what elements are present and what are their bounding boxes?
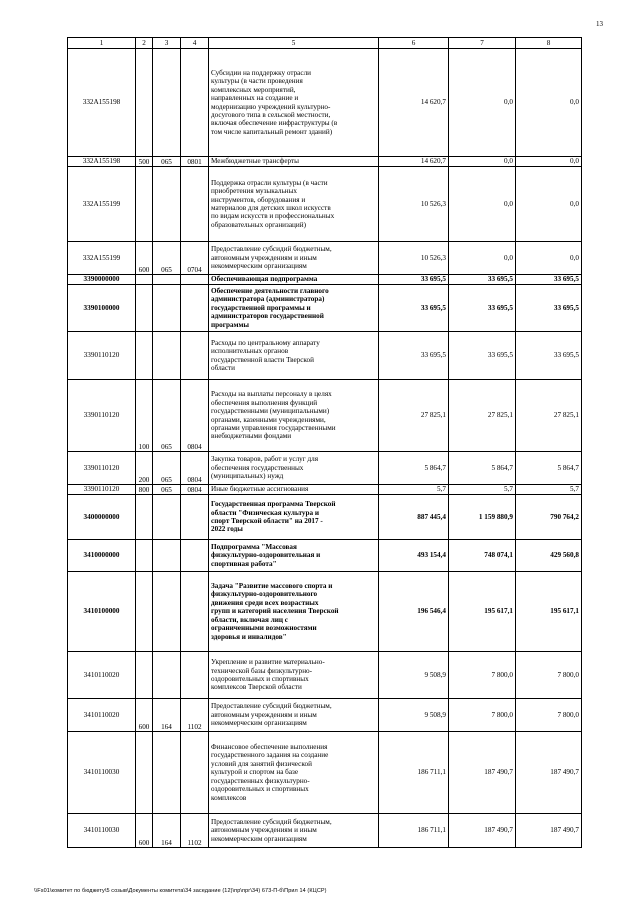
row-col4 (181, 495, 209, 540)
row-value-8: 790 764,2 (516, 495, 582, 540)
row-value-6: 5 864,7 (379, 452, 449, 485)
row-col3: 164 (153, 814, 181, 848)
header-cell: 6 (379, 38, 449, 49)
row-value-8: 27 825,1 (516, 380, 582, 452)
table-row (68, 332, 582, 380)
row-col3: 065 (153, 485, 181, 495)
row-name: Финансовое обеспечение выполнения государственного задания на создание условий для занятий физической культурой и спортом на базе государственных физкультурно- оздоровительных и спортивных комплексов (209, 732, 379, 814)
header-cell: 7 (449, 38, 516, 49)
row-value-7: 5,7 (449, 485, 516, 495)
row-code: 3390110120 (68, 452, 136, 485)
table-row (68, 275, 582, 285)
header-cell: 5 (209, 38, 379, 49)
row-value-7: 1 159 880,9 (449, 495, 516, 540)
row-value-7: 0,0 (449, 49, 516, 157)
row-value-7: 7 800,0 (449, 652, 516, 699)
table-row (68, 495, 582, 540)
header-row (68, 38, 582, 49)
row-col3 (153, 332, 181, 380)
row-col3 (153, 285, 181, 332)
row-value-6: 493 154,4 (379, 540, 449, 572)
row-value-8: 5 864,7 (516, 452, 582, 485)
header-cell: 1 (68, 38, 136, 49)
row-value-7: 33 695,5 (449, 285, 516, 332)
row-name: Задача "Развитие массового спорта и физкультурно-оздоровительного движения среди всех возрастных групп и категорий населения Тверской области, включая лиц с ограниченными возможностями здоровья и инвалидов" (209, 572, 379, 652)
row-value-7: 187 490,7 (449, 732, 516, 814)
row-code: 3390100000 (68, 285, 136, 332)
row-col3: 065 (153, 452, 181, 485)
row-col4 (181, 275, 209, 285)
row-name: Закупка товаров, работ и услуг для обеспечения государственных (муниципальных) нужд (209, 452, 379, 485)
row-col3: 065 (153, 380, 181, 452)
footer-file-path: \\Fs01\комитет по бюджету\5 созыв\Документы комитета\34 заседание (12)\пр\прг\34) 673-П-б\Прил 14 (КЦСР) (34, 888, 327, 894)
row-col4 (181, 652, 209, 699)
row-col2 (136, 49, 153, 157)
row-value-8: 33 695,5 (516, 332, 582, 380)
row-code: 3390110120 (68, 332, 136, 380)
row-col4 (181, 540, 209, 572)
row-value-6: 186 711,1 (379, 814, 449, 848)
table-row (68, 540, 582, 572)
row-name: Предоставление субсидий бюджетным, автономным учреждениям и иным некоммерческим организациям (209, 814, 379, 848)
row-code: 3410110030 (68, 732, 136, 814)
row-value-6: 10 526,3 (379, 167, 449, 242)
row-name: Иные бюджетные ассигнования (209, 485, 379, 495)
row-value-7: 33 695,5 (449, 275, 516, 285)
row-value-7: 195 617,1 (449, 572, 516, 652)
row-value-6: 27 825,1 (379, 380, 449, 452)
row-value-6: 14 620,7 (379, 157, 449, 167)
row-col4: 0801 (181, 157, 209, 167)
row-name: Предоставление субсидий бюджетным, автономным учреждениям и иным некоммерческим организациям (209, 699, 379, 732)
row-code: 3390000000 (68, 275, 136, 285)
row-value-8: 187 490,7 (516, 732, 582, 814)
row-col4: 0804 (181, 485, 209, 495)
row-col2: 100 (136, 380, 153, 452)
table-row (68, 652, 582, 699)
row-name: Обеспечивающая подпрограмма (209, 275, 379, 285)
row-col2: 200 (136, 452, 153, 485)
header-cell: 3 (153, 38, 181, 49)
row-col3 (153, 540, 181, 572)
row-value-6: 887 445,4 (379, 495, 449, 540)
table-row (68, 242, 582, 275)
row-name: Государственная программа Тверской области "Физическая культура и спорт Тверской области" на 2017 - 2022 годы (209, 495, 379, 540)
row-col3: 164 (153, 699, 181, 732)
row-col3 (153, 275, 181, 285)
row-value-6: 9 508,9 (379, 652, 449, 699)
row-value-7: 0,0 (449, 167, 516, 242)
row-col2: 600 (136, 242, 153, 275)
row-code: 3390110120 (68, 485, 136, 495)
row-col4 (181, 332, 209, 380)
row-name: Поддержка отрасли культуры (в части приобретения музыкальных инструментов, оборудования и материалов для детских школ искусств по видам искусств и профессиональных образовательных организаций) (209, 167, 379, 242)
row-value-6: 33 695,5 (379, 332, 449, 380)
row-value-8: 0,0 (516, 167, 582, 242)
row-value-7: 27 825,1 (449, 380, 516, 452)
row-code: 332A155199 (68, 167, 136, 242)
row-col2: 600 (136, 814, 153, 848)
row-value-8: 0,0 (516, 157, 582, 167)
row-col2 (136, 275, 153, 285)
row-code: 332A155198 (68, 49, 136, 157)
row-code: 332A155199 (68, 242, 136, 275)
table-row (68, 814, 582, 848)
row-name: Предоставление субсидий бюджетным, автономным учреждениям и иным некоммерческим организациям (209, 242, 379, 275)
row-col3 (153, 167, 181, 242)
row-col4: 0804 (181, 452, 209, 485)
row-name: Укрепление и развитие материально- технической базы физкультурно- оздоровительных и спортивных комплексов Тверской области (209, 652, 379, 699)
row-code: 3410110020 (68, 699, 136, 732)
row-col4: 0704 (181, 242, 209, 275)
row-code: 3400000000 (68, 495, 136, 540)
header-cell: 8 (516, 38, 582, 49)
row-value-8: 7 800,0 (516, 652, 582, 699)
row-value-6: 196 546,4 (379, 572, 449, 652)
header-cell: 4 (181, 38, 209, 49)
row-name: Расходы по центральному аппарату исполнительных органов государственной власти Тверской области (209, 332, 379, 380)
row-col4 (181, 49, 209, 157)
row-col2: 800 (136, 485, 153, 495)
row-col2 (136, 167, 153, 242)
row-value-6: 33 695,5 (379, 275, 449, 285)
table-row (68, 49, 582, 157)
table-row (68, 285, 582, 332)
row-value-7: 0,0 (449, 157, 516, 167)
header-cell: 2 (136, 38, 153, 49)
row-code: 3390110120 (68, 380, 136, 452)
table-row (68, 380, 582, 452)
row-col3 (153, 652, 181, 699)
row-col4: 1102 (181, 814, 209, 848)
row-value-6: 5,7 (379, 485, 449, 495)
row-col3 (153, 49, 181, 157)
row-col2 (136, 332, 153, 380)
row-value-8: 5,7 (516, 485, 582, 495)
row-value-8: 0,0 (516, 49, 582, 157)
table-row (68, 452, 582, 485)
row-value-8: 33 695,5 (516, 285, 582, 332)
row-code: 3410110020 (68, 652, 136, 699)
row-value-8: 187 490,7 (516, 814, 582, 848)
row-name: Обеспечение деятельности главного администратора (администратора) государственной программы и администраторов государственной программы (209, 285, 379, 332)
row-value-8: 33 695,5 (516, 275, 582, 285)
table-row (68, 732, 582, 814)
row-name: Субсидии на поддержку отрасли культуры (в части проведения комплексных мероприятий, направленных на создание и модернизацию учреждений культурно- досугового типа в сельской местности, включая обеспечение инфраструктуры (в том числе капитальный ремонт зданий) (209, 49, 379, 157)
row-col4: 0804 (181, 380, 209, 452)
row-value-7: 33 695,5 (449, 332, 516, 380)
row-col2: 600 (136, 699, 153, 732)
row-col2 (136, 495, 153, 540)
row-code: 332A155198 (68, 157, 136, 167)
table-row (68, 157, 582, 167)
row-col4 (181, 572, 209, 652)
row-value-6: 186 711,1 (379, 732, 449, 814)
row-code: 3410100000 (68, 572, 136, 652)
row-value-8: 195 617,1 (516, 572, 582, 652)
row-col2 (136, 652, 153, 699)
table-row (68, 485, 582, 495)
page-number: 13 (596, 20, 603, 28)
row-value-6: 10 526,3 (379, 242, 449, 275)
row-value-7: 0,0 (449, 242, 516, 275)
row-code: 3410000000 (68, 540, 136, 572)
row-code: 3410110030 (68, 814, 136, 848)
row-value-8: 7 800,0 (516, 699, 582, 732)
budget-table (67, 37, 582, 848)
row-col2 (136, 540, 153, 572)
row-col4 (181, 167, 209, 242)
row-col3: 065 (153, 157, 181, 167)
row-col3: 065 (153, 242, 181, 275)
row-col3 (153, 495, 181, 540)
row-col2 (136, 732, 153, 814)
row-col3 (153, 732, 181, 814)
row-value-8: 429 560,8 (516, 540, 582, 572)
row-name: Расходы на выплаты персоналу в целях обеспечения выполнения функций государственными (муниципальными) органами, казенными учреждениями, органами управления государственными внебюджетными фондами (209, 380, 379, 452)
table-row (68, 572, 582, 652)
row-name: Подпрограмма "Массовая физкультурно-оздоровительная и спортивная работа" (209, 540, 379, 572)
table-row (68, 699, 582, 732)
table-row (68, 167, 582, 242)
row-col2 (136, 572, 153, 652)
row-col3 (153, 572, 181, 652)
row-value-8: 0,0 (516, 242, 582, 275)
row-value-6: 9 508,9 (379, 699, 449, 732)
row-value-6: 14 620,7 (379, 49, 449, 157)
row-col4 (181, 732, 209, 814)
row-col4: 1102 (181, 699, 209, 732)
row-name: Межбюджетные трансферты (209, 157, 379, 167)
row-value-7: 748 074,1 (449, 540, 516, 572)
row-col4 (181, 285, 209, 332)
row-value-6: 33 695,5 (379, 285, 449, 332)
row-value-7: 187 490,7 (449, 814, 516, 848)
row-value-7: 7 800,0 (449, 699, 516, 732)
row-col2: 500 (136, 157, 153, 167)
row-col2 (136, 285, 153, 332)
row-value-7: 5 864,7 (449, 452, 516, 485)
